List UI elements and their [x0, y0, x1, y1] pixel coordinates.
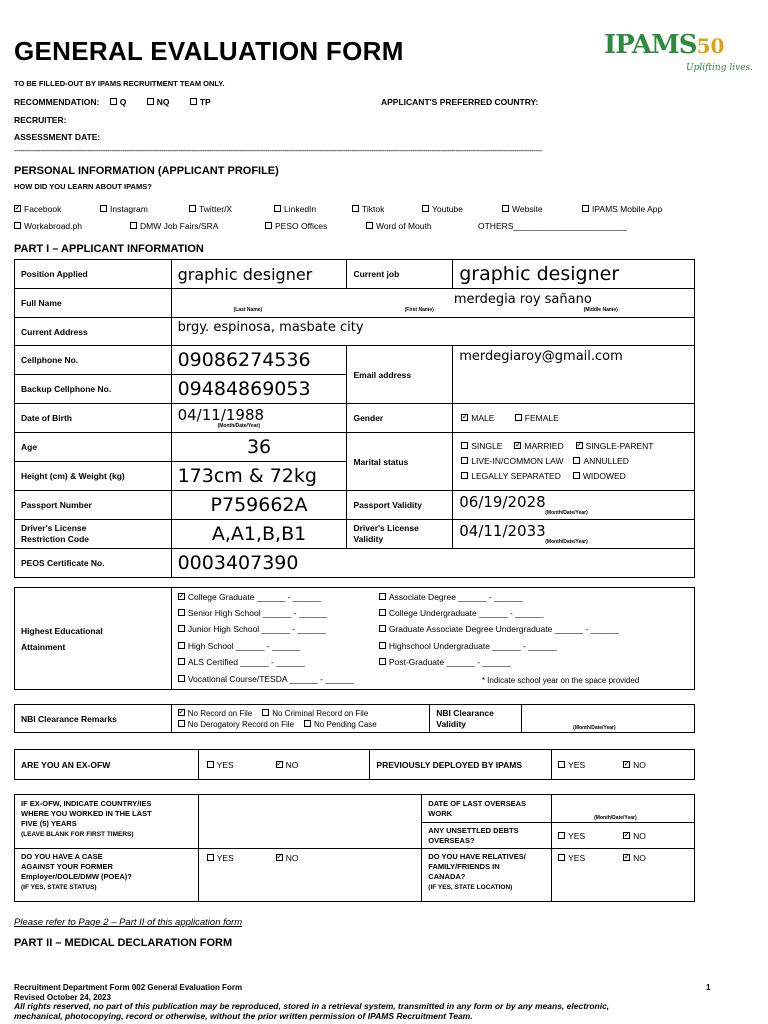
source-label: LinkedIn — [284, 204, 317, 214]
checkbox-icon[interactable] — [461, 457, 468, 464]
checkbox-icon[interactable] — [130, 222, 137, 229]
source-label: Workabroad.ph — [24, 221, 82, 231]
debts-no[interactable] — [623, 831, 646, 841]
edu-option-label: High School ______ - ______ — [187, 641, 301, 651]
rights-line2: mechanical, photocopying, record or otherwise, without the prior written permission of IPAMS Recruitment Team. — [14, 1011, 473, 1021]
nbi-label: NBI Clearance Remarks — [15, 705, 172, 733]
email-value[interactable]: merdegiaroy@gmail.com — [453, 346, 695, 404]
no-label: NO — [633, 853, 646, 863]
checkbox-icon[interactable] — [352, 205, 359, 212]
checkbox-icon[interactable] — [276, 854, 283, 861]
source-tiktok[interactable] — [352, 204, 384, 214]
checkbox-icon[interactable] — [461, 472, 468, 479]
marital-single-parent[interactable] — [576, 441, 654, 451]
checkbox-icon[interactable] — [461, 414, 468, 421]
table-row — [15, 849, 695, 902]
case-line2: AGAINST YOUR FORMER — [21, 862, 113, 871]
source-peso[interactable] — [265, 221, 327, 231]
dl-validity-line2: Validity — [353, 534, 384, 544]
edu-option-label: Post-Graduate ______ - ______ — [388, 657, 511, 667]
checkbox-icon[interactable] — [265, 222, 272, 229]
yes-label: YES — [568, 759, 586, 770]
ex-ofw-table — [14, 749, 695, 780]
case-options — [198, 849, 422, 902]
nbi-option-label: No Derogatory Record on File — [187, 719, 295, 729]
nbi-validity-label — [430, 705, 522, 733]
school-year-note: * Indicate school year on the space provided — [481, 676, 640, 685]
source-workabroad[interactable] — [14, 221, 82, 231]
backup-cellphone-value[interactable]: 09484869053 — [171, 375, 347, 404]
checkbox-icon[interactable] — [178, 642, 185, 649]
last-overseas-cell[interactable] — [552, 795, 695, 823]
edu-option-label: Graduate Associate Degree Undergraduate ______ - ______ — [388, 624, 619, 634]
preferred-country-label: APPLICANT'S PREFERRED COUNTRY: — [381, 97, 539, 107]
source-label: Word of Mouth — [376, 221, 432, 231]
full-name-label: Full Name — [15, 289, 172, 318]
last-overseas-label — [422, 795, 552, 823]
edu-high-school[interactable] — [178, 641, 300, 651]
checkbox-icon[interactable] — [178, 625, 185, 632]
checkbox-icon[interactable] — [262, 709, 269, 716]
ofw-details-table — [14, 794, 695, 902]
ex-ofw-options — [198, 750, 370, 780]
relatives-hint: (IF YES, STATE LOCATION) — [428, 884, 513, 891]
nbi-no-criminal[interactable] — [262, 709, 368, 718]
checkbox-icon[interactable] — [461, 442, 468, 449]
passport-label: Passport Number — [15, 491, 172, 520]
checkbox-icon[interactable] — [558, 854, 565, 861]
height-weight-label: Height (cm) & Weight (kg) — [15, 462, 172, 491]
cellphone-value[interactable]: 09086274536 — [171, 346, 347, 375]
checkbox-icon[interactable] — [502, 205, 509, 212]
nbi-option-label: No Criminal Record on File — [272, 708, 369, 718]
source-label: PESO Offices — [275, 221, 328, 231]
checkbox-icon[interactable] — [422, 205, 429, 212]
source-dmw[interactable] — [130, 221, 218, 231]
deployed-label: PREVIOUSLY DEPLOYED BY IPAMS — [370, 750, 552, 780]
country-label — [15, 795, 199, 849]
checkbox-icon[interactable] — [190, 98, 197, 105]
table-row — [15, 346, 695, 375]
case-yes[interactable] — [207, 853, 234, 863]
source-label: IPAMS Mobile App — [592, 204, 663, 214]
rec-nq-label: NQ — [156, 97, 170, 107]
checkbox-icon[interactable] — [14, 205, 21, 212]
marital-live-in-label: LIVE-IN/COMMON LAW — [471, 456, 564, 466]
passport-validity-value[interactable]: 06/19/2028 — [459, 493, 546, 511]
dl-validity-value[interactable]: 04/11/2033 — [459, 522, 546, 540]
marital-married-label: MARRIED — [524, 441, 564, 451]
relatives-no[interactable] — [623, 853, 646, 863]
position-value[interactable]: graphic designer — [171, 260, 347, 289]
nbi-no-record[interactable] — [178, 709, 252, 718]
marital-separated-label: LEGALLY SEPARATED — [471, 471, 561, 481]
ex-ofw-yes[interactable] — [207, 760, 234, 770]
edu-option-label: College Undergraduate ______ - ______ — [388, 608, 544, 618]
passport-validity-label: Passport Validity — [347, 491, 453, 520]
nbi-options — [171, 705, 430, 733]
nbi-no-pending[interactable] — [304, 720, 377, 729]
edu-hs-undergrad[interactable] — [379, 641, 557, 651]
checkbox-icon[interactable] — [178, 709, 185, 716]
table-row — [15, 433, 695, 462]
checkbox-icon[interactable] — [515, 414, 522, 421]
marital-married[interactable] — [514, 441, 563, 451]
edu-vocational[interactable] — [178, 674, 354, 684]
edu-associate[interactable] — [379, 592, 523, 602]
checkbox-icon[interactable] — [110, 98, 117, 105]
edu-option-label: ALS Certified ______ - ______ — [187, 657, 305, 667]
source-label: Twitter/X — [199, 204, 233, 214]
source-website[interactable] — [502, 204, 543, 214]
last-overseas-line1: DATE OF LAST OVERSEAS — [428, 798, 527, 808]
source-mobile-app[interactable] — [582, 204, 662, 214]
debts-options — [552, 823, 695, 849]
country-hint: (LEAVE BLANK FOR FIRST TIMERS) — [21, 831, 134, 838]
refer-link[interactable]: Please refer to Page 2 – Part II of this application form — [14, 917, 243, 928]
checkbox-icon[interactable] — [147, 98, 154, 105]
gender-male-label: MALE — [471, 413, 495, 423]
dob-value[interactable]: 04/11/1988 — [177, 406, 265, 424]
deployed-options — [552, 750, 695, 780]
table-row — [15, 750, 695, 780]
logo-tagline: Uplifting lives. — [686, 63, 753, 73]
checkbox-icon[interactable] — [514, 442, 521, 449]
relatives-options — [552, 849, 695, 902]
profile-heading: PERSONAL INFORMATION (APPLICANT PROFILE) — [14, 165, 279, 177]
case-no[interactable] — [276, 853, 299, 863]
checkbox-icon[interactable] — [207, 854, 214, 861]
debts-line2: OVERSEAS? — [428, 835, 475, 845]
edu-option-label: Junior High School ______ - ______ — [187, 624, 326, 634]
country-line1: IF EX-OFW, INDICATE COUNTRY/IES — [21, 799, 152, 808]
dl-restriction-label — [15, 520, 172, 549]
nbi-table — [14, 704, 695, 733]
nbi-option-label: No Record on File — [187, 708, 253, 718]
source-linkedin[interactable] — [274, 204, 316, 214]
marital-separated[interactable] — [461, 471, 561, 481]
gender-options — [453, 404, 695, 433]
nbi-no-derogatory[interactable] — [178, 720, 294, 729]
checkbox-icon[interactable] — [189, 205, 196, 212]
country-line3: FIVE (5) YEARS — [21, 819, 77, 828]
checkbox-icon[interactable] — [274, 205, 281, 212]
table-row — [15, 404, 695, 433]
edu-option-label: Vocational Course/TESDA ______ - ______ — [187, 674, 354, 684]
full-name-value[interactable]: merdegia roy sañano — [453, 292, 592, 307]
part2-heading: PART II – MEDICAL DECLARATION FORM — [14, 937, 233, 949]
relatives-yes[interactable] — [558, 853, 585, 863]
yes-label: YES — [568, 853, 586, 863]
edu-grad-associate[interactable] — [379, 624, 619, 634]
edu-als[interactable] — [178, 657, 305, 667]
form-name: Recruitment Department Form 002 General Evaluation Form — [14, 983, 243, 992]
checkbox-icon[interactable] — [558, 832, 565, 839]
age-value[interactable]: 36 — [171, 433, 347, 462]
checkbox-icon[interactable] — [304, 720, 311, 727]
checkbox-icon[interactable] — [576, 442, 583, 449]
gender-label: Gender — [347, 404, 453, 433]
education-table — [14, 587, 695, 690]
source-others[interactable]: OTHERS________________________ — [478, 221, 627, 231]
no-label: NO — [285, 853, 299, 863]
no-label: NO — [285, 759, 299, 770]
rec-tp-label: TP — [199, 97, 211, 107]
source-label: Youtube — [432, 204, 463, 214]
table-row — [15, 795, 695, 823]
dob-label: Date of Birth — [15, 404, 172, 433]
yes-label: YES — [216, 853, 234, 863]
rec-nq-option[interactable] — [147, 97, 170, 107]
age-label: Age — [15, 433, 172, 462]
relatives-line1: DO YOU HAVE RELATIVES/ — [428, 852, 526, 861]
source-label: Instagram — [110, 204, 148, 214]
page-number: 1 — [706, 983, 711, 992]
current-job-value[interactable]: graphic designer — [453, 260, 695, 289]
gender-male-option[interactable] — [461, 413, 494, 423]
marital-live-in[interactable] — [461, 456, 563, 466]
rec-q-label: Q — [119, 97, 127, 107]
checkbox-icon[interactable] — [623, 832, 630, 839]
checkbox-icon[interactable] — [379, 642, 386, 649]
education-label — [15, 588, 172, 690]
checkbox-icon[interactable] — [379, 593, 386, 600]
checkbox-icon[interactable] — [276, 761, 283, 768]
education-label-line2: Attainment — [21, 641, 66, 652]
edu-college-undergrad[interactable] — [379, 608, 544, 618]
part1-heading: PART I – APPLICANT INFORMATION — [14, 243, 204, 255]
country-line2: WHERE YOU WORKED IN THE LAST — [21, 809, 152, 818]
checkbox-icon[interactable] — [178, 609, 185, 616]
dl-validity-cell[interactable] — [453, 520, 695, 549]
gender-female-option[interactable] — [515, 413, 559, 423]
checkbox-icon[interactable] — [379, 625, 386, 632]
ex-ofw-label: ARE YOU AN EX-OFW — [15, 750, 199, 780]
form-title: GENERAL EVALUATION FORM — [14, 36, 404, 66]
middle-name-hint: (Middle Name) — [583, 307, 618, 313]
peos-value[interactable]: 0003407390 — [171, 549, 694, 578]
relatives-line2: FAMILY/FRIENDS IN — [428, 862, 500, 871]
source-twitter[interactable] — [189, 204, 232, 214]
dob-hint: (Month/Date/Year) — [217, 423, 261, 429]
gender-female-label: FEMALE — [524, 413, 559, 423]
debts-line1: ANY UNSETTLED DEBTS — [428, 825, 519, 835]
last-name-hint: (Last Name) — [233, 307, 263, 313]
peos-label: PEOS Certificate No. — [15, 549, 172, 578]
edu-option-label: Senior High School ______ - ______ — [187, 608, 328, 618]
marital-single[interactable] — [461, 441, 502, 451]
recommendation-label: RECOMMENDATION: — [14, 97, 100, 107]
marital-single-label: SINGLE — [471, 441, 503, 451]
source-label: Tiktok — [362, 204, 385, 214]
address-label: Current Address — [15, 318, 172, 346]
source-label: DMW Job Fairs/SRA — [140, 221, 219, 231]
table-row — [15, 260, 695, 289]
marital-label: Marital status — [347, 433, 453, 491]
table-row — [15, 491, 695, 520]
backup-cellphone-label: Backup Cellphone No. — [15, 375, 172, 404]
source-label: Facebook — [24, 204, 62, 214]
source-youtube[interactable] — [422, 204, 463, 214]
no-label: NO — [633, 759, 646, 770]
checkbox-icon[interactable] — [379, 609, 386, 616]
rec-q-option[interactable] — [110, 97, 127, 107]
checkbox-icon[interactable] — [623, 761, 630, 768]
debts-label — [422, 823, 552, 849]
dl-validity-label — [347, 520, 453, 549]
passport-validity-cell[interactable] — [453, 491, 695, 520]
edu-college-graduate[interactable] — [178, 592, 321, 602]
relatives-label — [422, 849, 552, 902]
checkbox-icon[interactable] — [573, 472, 580, 479]
marital-single-parent-label: SINGLE-PARENT — [585, 441, 654, 451]
checkbox-icon[interactable] — [582, 205, 589, 212]
ipams-logo — [604, 30, 724, 60]
checkbox-icon[interactable] — [178, 658, 185, 665]
assessment-date-label: ASSESSMENT DATE: — [14, 132, 101, 142]
relatives-line3: CANADA? — [428, 872, 466, 881]
source-facebook[interactable] — [14, 204, 61, 214]
checkbox-icon[interactable] — [573, 457, 580, 464]
position-label: Position Applied — [15, 260, 172, 289]
yes-label: YES — [216, 759, 234, 770]
passport-validity-hint: (Month/Date/Year) — [545, 510, 588, 516]
edu-option-label: College Graduate ______ - ______ — [187, 592, 322, 602]
nbi-option-label: No Pending Case — [314, 719, 377, 729]
nbi-validity-cell[interactable] — [522, 705, 695, 733]
divider-line: ---------------------------------------------------------------------------------------------------------------------------------------------------------------------------------------------------------------------------------------------------- — [14, 146, 543, 155]
rights-line1: All rights reserved, no part of this publication may be reproduced, stored in a retrieval system, transmitted in any form or by any means, electronic, — [14, 1001, 610, 1011]
checkbox-icon[interactable] — [558, 761, 565, 768]
revised-date: Revised October 24, 2023 — [14, 993, 111, 1002]
table-row — [15, 289, 695, 318]
edu-option-label: Associate Degree ______ - ______ — [388, 592, 523, 602]
dl-label-line1: Driver's License — [21, 523, 87, 533]
email-label: Email address — [347, 346, 453, 404]
table-row — [15, 520, 695, 549]
height-weight-value[interactable]: 173cm & 72kg — [171, 462, 347, 491]
first-name-hint: (First Name) — [404, 307, 434, 313]
rec-tp-option[interactable] — [190, 97, 211, 107]
checkbox-icon[interactable] — [178, 593, 185, 600]
full-name-cell[interactable] — [171, 289, 694, 318]
deployed-no[interactable] — [623, 760, 646, 770]
checkbox-icon[interactable] — [623, 854, 630, 861]
passport-value[interactable]: P759662A — [171, 491, 347, 520]
case-label — [15, 849, 199, 902]
checkbox-icon[interactable] — [14, 222, 21, 229]
edu-post-graduate[interactable] — [379, 657, 511, 667]
yes-label: YES — [568, 830, 586, 841]
source-word-of-mouth[interactable] — [366, 221, 432, 231]
table-row — [15, 705, 695, 733]
checkbox-icon[interactable] — [207, 761, 214, 768]
nbi-validity-hint: (Month/Date/Year) — [573, 725, 616, 731]
edu-senior-high[interactable] — [178, 608, 327, 618]
edu-option-label: Highschool Undergraduate ______ - ______ — [388, 641, 557, 651]
debts-yes[interactable] — [558, 831, 585, 841]
dl-validity-line1: Driver's License — [353, 523, 419, 533]
source-instagram[interactable] — [100, 204, 148, 214]
table-row — [15, 318, 695, 346]
marital-annulled[interactable] — [573, 456, 628, 466]
dl-label-line2: Restriction Code — [21, 534, 90, 544]
nbi-validity-line1: NBI Clearance — [436, 707, 494, 718]
checkbox-icon[interactable] — [366, 222, 373, 229]
address-value[interactable]: brgy. espinosa, masbate city — [171, 318, 694, 346]
learn-question: HOW DID YOU LEARN ABOUT IPAMS? — [14, 182, 152, 191]
case-line1: DO YOU HAVE A CASE — [21, 852, 103, 861]
education-options-cell — [171, 588, 694, 690]
checkbox-icon[interactable] — [100, 205, 107, 212]
current-job-label: Current job — [347, 260, 453, 289]
last-overseas-hint: (Month/Date/Year) — [594, 815, 637, 821]
source-label: Website — [512, 204, 543, 214]
marital-widowed[interactable] — [573, 471, 626, 481]
case-hint: (IF YES, STATE STATUS) — [21, 884, 97, 891]
edu-junior-high[interactable] — [178, 624, 326, 634]
team-note: TO BE FILLED-OUT BY IPAMS RECRUITMENT TEAM ONLY. — [14, 79, 225, 88]
table-row — [15, 549, 695, 578]
nbi-validity-line2: Validity — [436, 718, 467, 729]
checkbox-icon[interactable] — [178, 720, 185, 727]
dl-restriction-value[interactable]: A,A1,B,B1 — [171, 520, 347, 549]
recruiter-label: RECRUITER: — [14, 115, 67, 125]
ex-ofw-no[interactable] — [276, 760, 299, 770]
logo-50: 50 — [696, 34, 725, 58]
education-label-line1: Highest Educational — [21, 625, 103, 636]
dob-cell[interactable] — [171, 404, 347, 433]
marital-annulled-label: ANNULLED — [583, 456, 629, 466]
marital-options — [453, 433, 695, 491]
marital-widowed-label: WIDOWED — [582, 471, 626, 481]
cellphone-label: Cellphone No. — [15, 346, 172, 375]
table-row — [15, 588, 695, 690]
no-label: NO — [633, 830, 646, 841]
last-overseas-line2: WORK — [428, 808, 453, 818]
case-line3: Employer/DOLE/DMW (POEA)? — [21, 872, 132, 881]
logo-text: IPAMS — [604, 30, 697, 60]
dl-validity-hint: (Month/Date/Year) — [545, 539, 588, 545]
checkbox-icon[interactable] — [379, 658, 386, 665]
recommendation-row — [14, 97, 211, 107]
country-input[interactable] — [198, 795, 422, 849]
deployed-yes[interactable] — [558, 760, 585, 770]
checkbox-icon[interactable] — [178, 675, 185, 682]
applicant-info-table — [14, 259, 695, 578]
